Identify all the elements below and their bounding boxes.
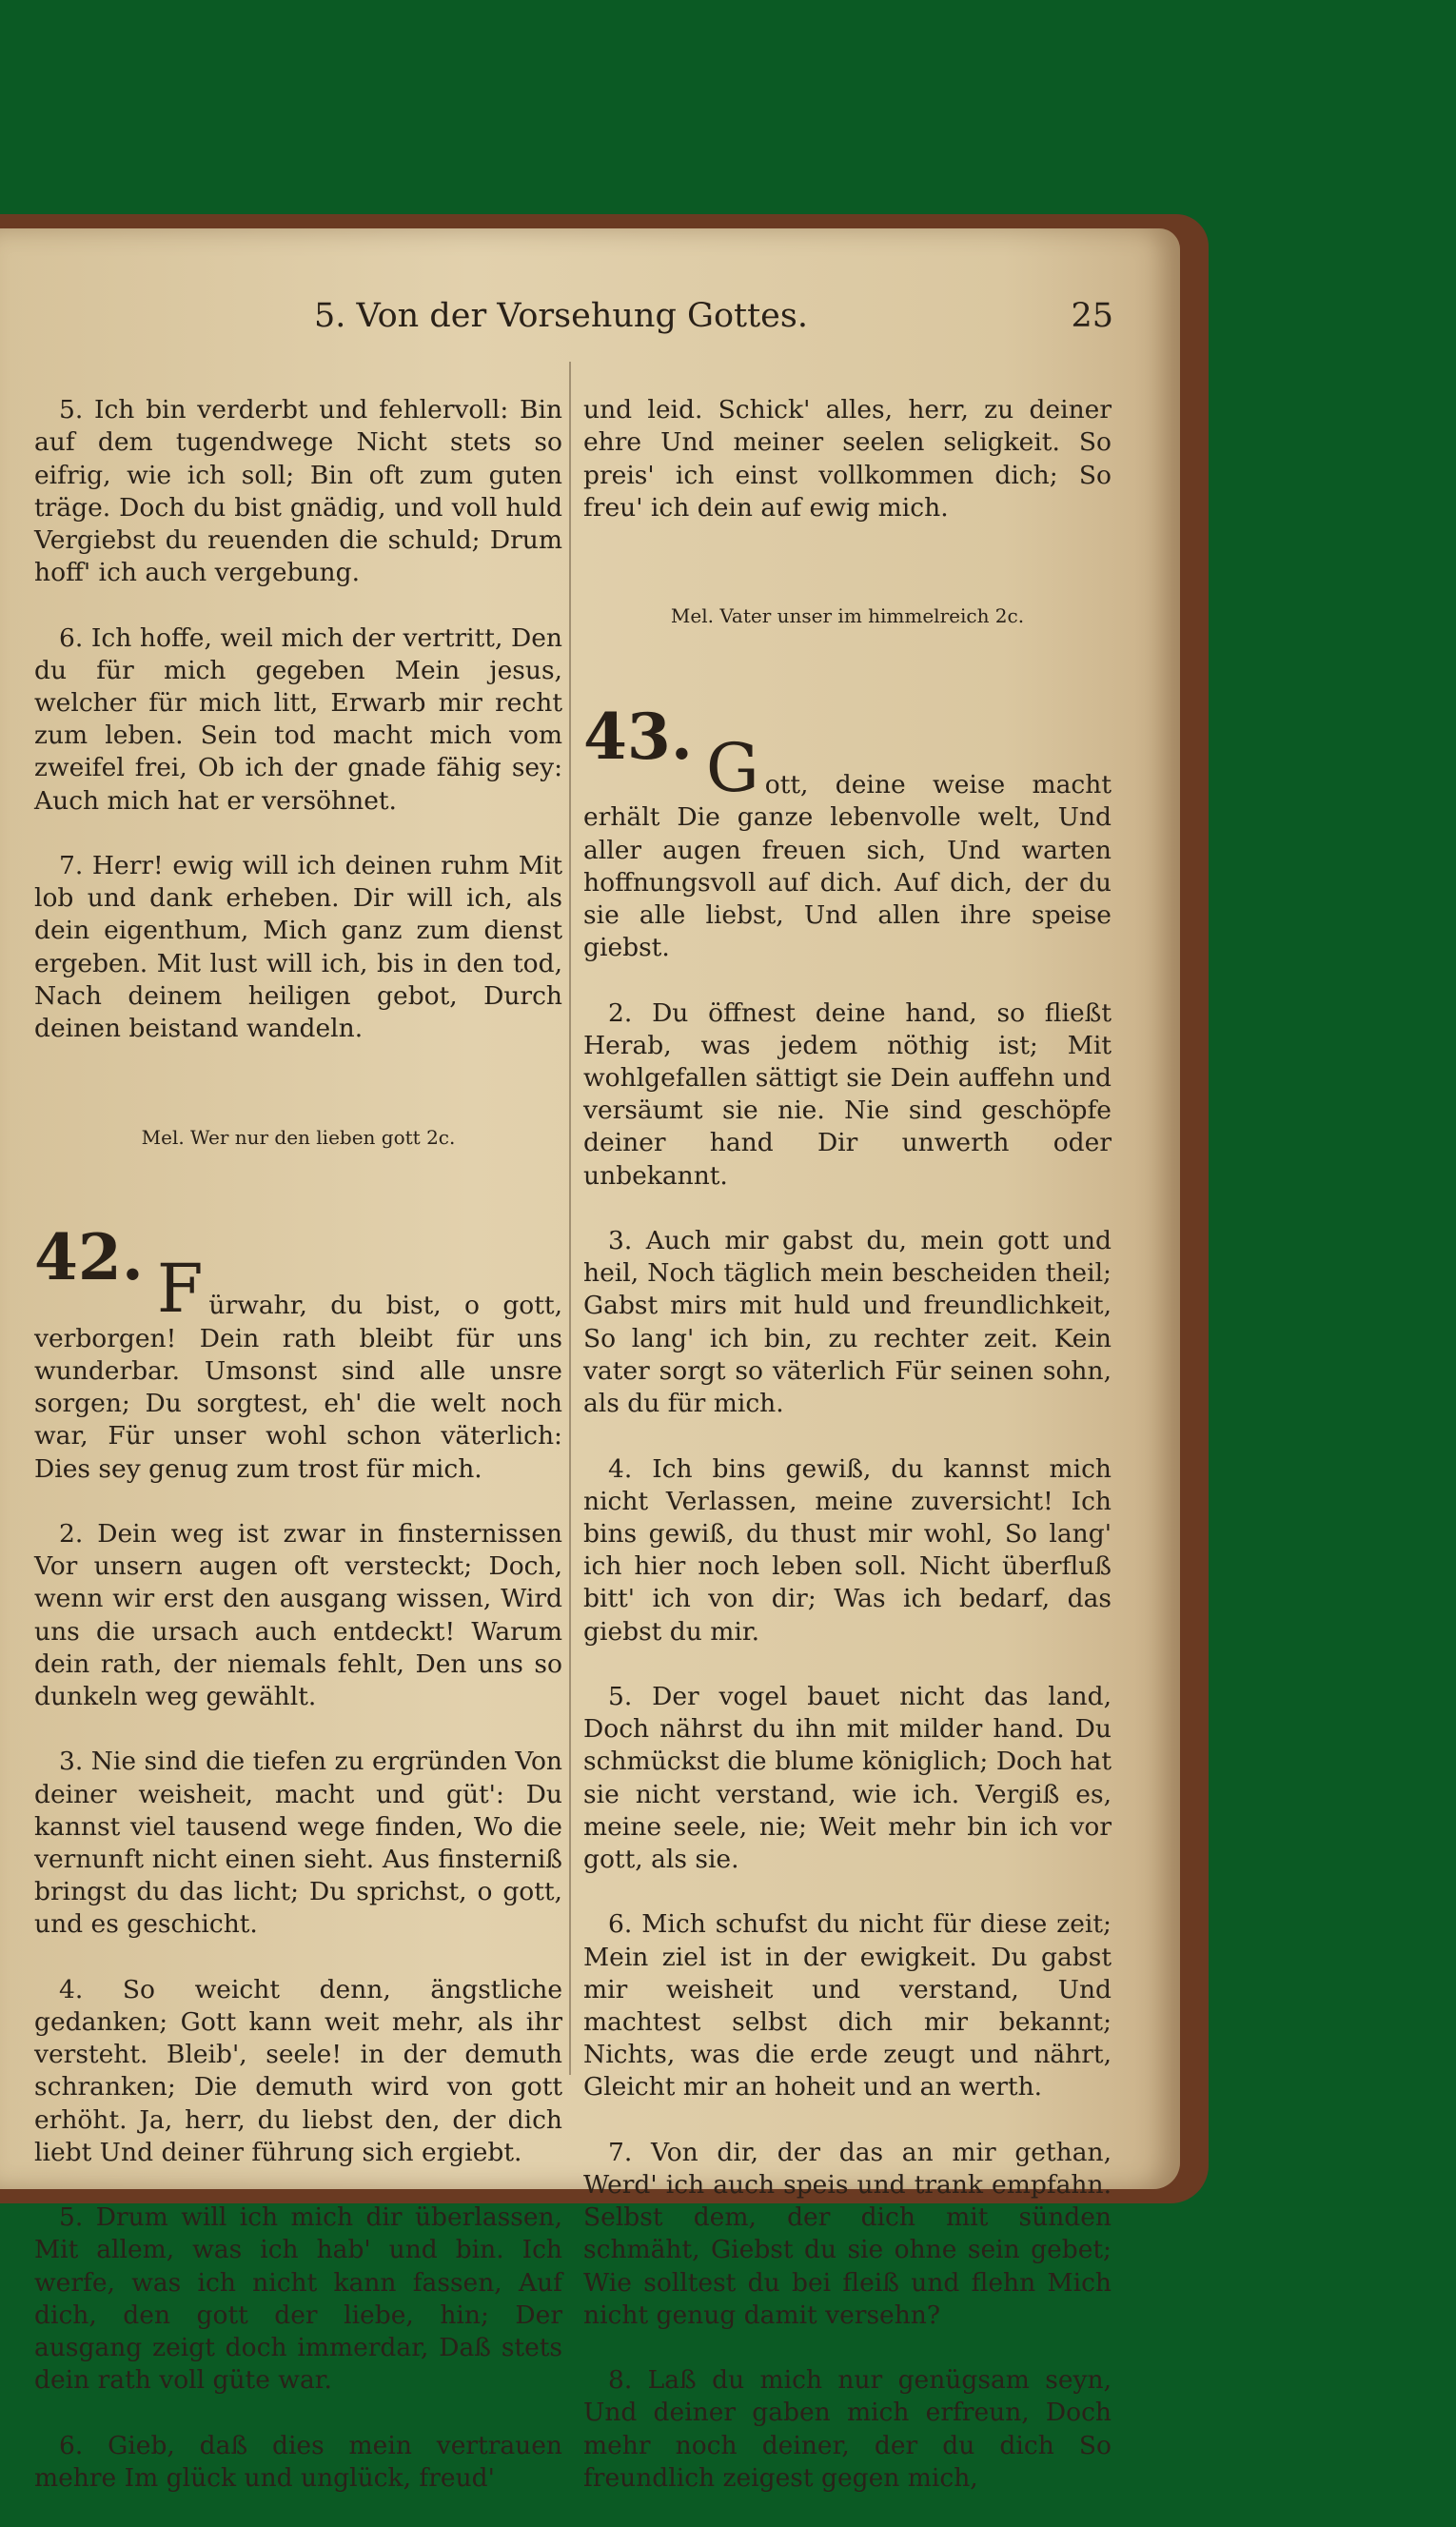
stanza: 8. Laß du mich nur genügsam seyn, Und deiner gaben mich erfreun, Doch mehr noch deiner, der du dich So freundlich zeigest gegen mich, [583, 2365, 1112, 2493]
stanza-1-text: ürwahr, du bist, o gott, verborgen! Dein rath bleibt für uns wunderbar. Umsonst sind alle unsre sorgen; Du sorgtest, eh' die welt noch war, Für unser wohl schon väterlich: Dies sey genug zum trost für mich. [34, 1291, 562, 1484]
hymn-43-opening [583, 672, 1112, 965]
stanza: 5. Drum will ich mich dir überlassen, Mit allem, was ich hab' und bin. Ich werfe, was ich nicht kann fassen, Auf dich, den gott der liebe, hin; Der ausgang zeigt doch immerdar, Daß stets dein rath voll güte war. [34, 2202, 562, 2396]
stanza: 2. Dein weg ist zwar in finsternissen Vor unsern augen oft versteckt; Doch, wenn wir erst den ausgang wissen, Wird uns die ursach auch entdeckt! Warum dein rath, der niemals fehlt, Den uns so dunkeln weg gewählt. [34, 1518, 562, 1711]
stanza: 5. Der vogel bauet nicht das land, Doch nährst du ihn mit milder hand. Du schmückst die blume königlich; Doch hat sie nicht verstand, wie ich. Vergiß es, meine seele, nie; Weit mehr bin ich vor gott, als sie. [583, 1681, 1112, 1874]
stanza: 7. Herr! ewig will ich deinen ruhm Mit lob und dank erheben. Dir will ich, als dein eigenthum, Mich ganz zum dienst ergeben. Mit lust will ich, bis in den tod, Nach deinem heiligen gebot, Durch deinen beistand wandeln. [34, 851, 562, 1044]
stanza: 4. Ich bins gewiß, du kannst mich nicht Verlassen, meine zuversicht! Ich bins gewiß, du thust mir wohl, So lang' ich hier noch leben soll. Nicht überfluß bitt' ich von dir; Was ich bedarf, das giebst du mir. [583, 1453, 1112, 1647]
melody-line: Mel. Vater unser im himmelreich 2c. [670, 604, 1025, 628]
hymn-number: 43. [583, 699, 693, 774]
stanza: 6. Mich schufst du nicht für diese zeit; Mein ziel ist in der ewigkeit. Du gabst mir weisheit und verstand, Und machtest selbst dich mir bekannt; Nichts, was die erde zeugt und nährt, Gleicht mir an hoheit und an werth. [583, 1909, 1112, 2103]
stanza: 5. Ich bin verderbt und fehlervoll: Bin auf dem tugendwege Nicht stets so eifrig, wie ich soll; Bin oft zum guten träge. Doch du bist gnädig, und voll huld Vergiebst du reuenden die schuld; Drum hoff' ich auch vergebung. [34, 395, 562, 588]
stanza: 6. Gieb, daß dies mein vertrauen mehre Im glück und unglück, freud' [34, 2430, 562, 2493]
stanza-1-text: ott, deine weise macht erhält Die ganze lebenvolle welt, Und aller augen freuen sich, Und warten hoffnungsvoll auf dich. Auf dich, der du sie alle liebst, Und allen ihre speise giebst. [583, 770, 1112, 963]
drop-cap: G [705, 729, 759, 808]
stanza: 6. Ich hoffe, weil mich der vertritt, Den du für mich gegeben Mein jesus, welcher für mich litt, Erwarb mir recht zum leben. Sein tod macht mich vom zweifel frei, Ob ich der gnade fähig sey: Auch mich hat er versöhnet. [34, 622, 562, 816]
right-column [583, 362, 1112, 2493]
left-column [34, 362, 562, 2493]
stanza: 4. So weicht denn, ängstliche gedanken; Gott kann weit mehr, als ihr versteht. Bleib', seele! in der demuth schranken; Die demuth wird von gott erhöht. Ja, herr, du liebst den, der dich liebt Und deiner führung sich ergiebt. [34, 1974, 562, 2167]
stanza: 2. Du öffnest deine hand, so fließt Herab, was jedem nöthig ist; Mit wohlgefallen sättigt sie Dein auffehn und versäumt sie nie. Nie sind geschöpfe deiner hand Dir unwerth oder unbekannt. [583, 997, 1112, 1191]
stanza: 3. Auch mir gabst du, mein gott und heil, Noch täglich mein bescheiden theil; Gabst mirs mit huld und freundlichkeit, So lang' ich bin, zu rechter zeit. Kein vater sorgt so väterlich Für seinen sohn, als du für mich. [583, 1226, 1112, 1419]
page-number: 25 [1071, 297, 1113, 335]
running-title: 5. Von der Vorsehung Gottes. [314, 297, 808, 335]
melody-line: Mel. Wer nur den lieben gott 2c. [141, 1125, 456, 1149]
hymn-number: 42. [34, 1220, 144, 1295]
column-divider [569, 362, 571, 2075]
drop-cap: F [156, 1250, 204, 1329]
stanza-continuation: und leid. Schick' alles, herr, zu deiner ehre Und meiner seelen seligkeit. So preis' ich einst vollkommen dich; So freu' ich dein auf ewig mich. [583, 395, 1112, 523]
stanza: 3. Nie sind die tiefen zu ergründen Von deiner weisheit, macht und güt': Du kannst viel tausend wege finden, Wo die vernunft nicht einen sieht. Aus finsterniß bringst du das licht; Du sprichst, o gott, und es geschicht. [34, 1747, 562, 1940]
stanza: 7. Von dir, der das an mir gethan, Werd' ich auch speis und trank empfahn. Selbst dem, der dich mit sünden schmäht, Giebst du sie ohne sein gebet; Wie solltest du bei fleiß und flehn Mich nicht genug damit versehn? [583, 2137, 1112, 2330]
hymn-42-opening [34, 1193, 562, 1486]
page-header [314, 297, 1113, 348]
